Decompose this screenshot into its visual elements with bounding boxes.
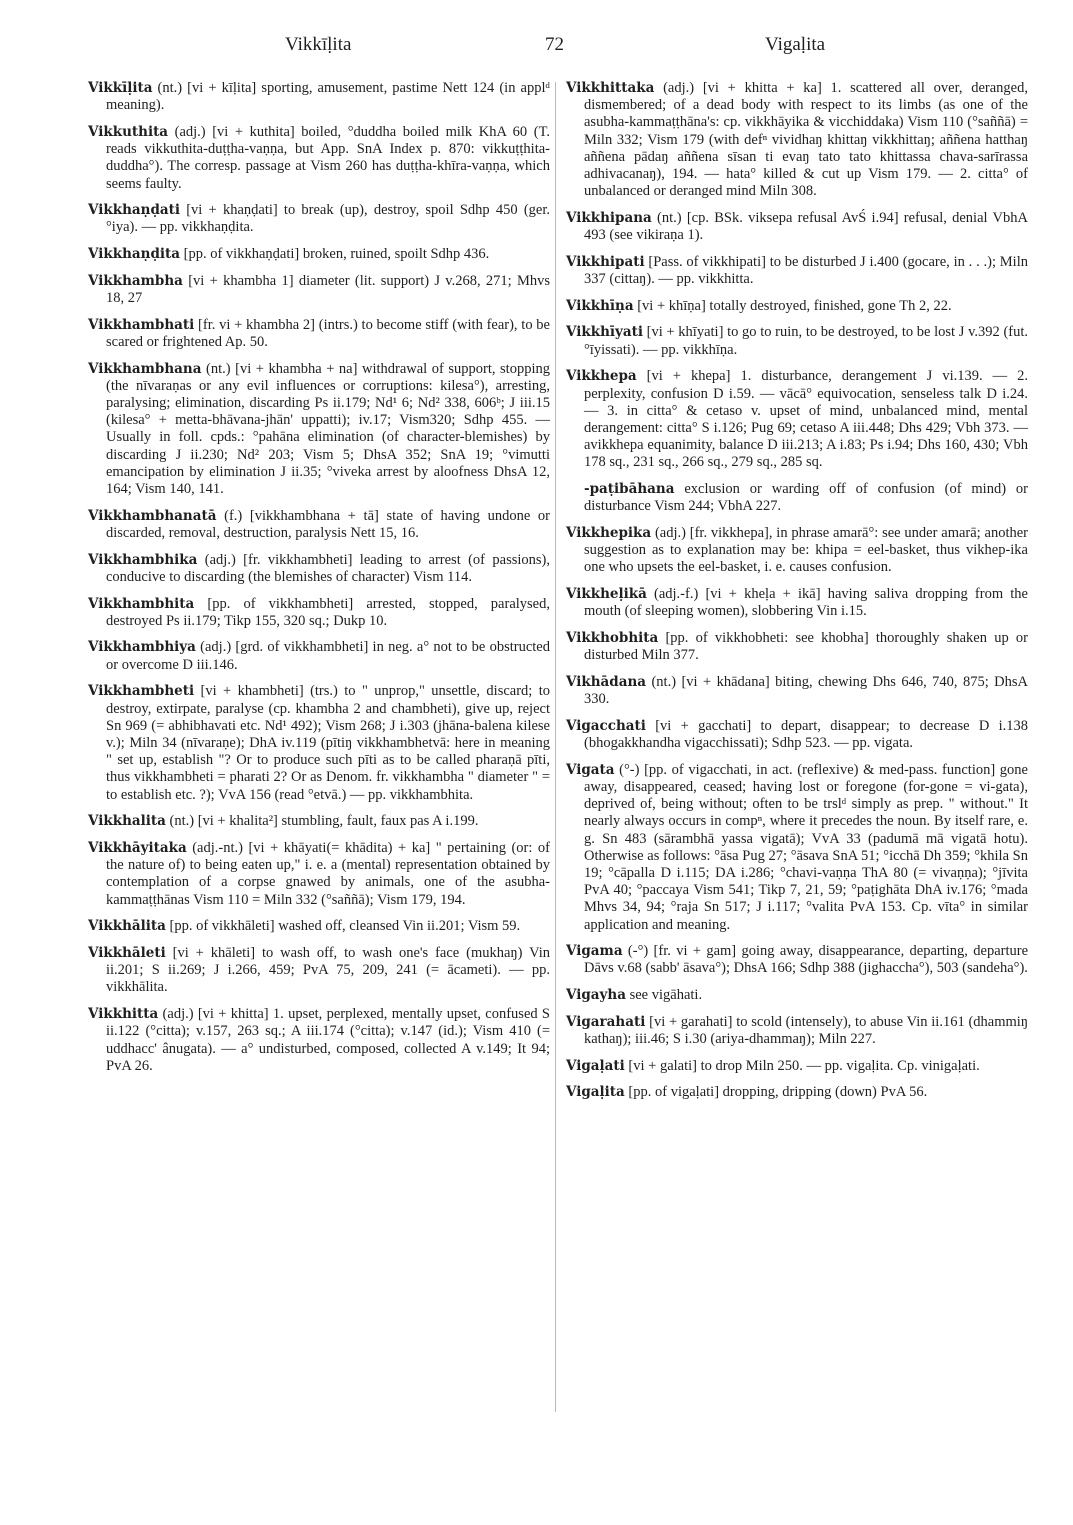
dictionary-entry <box>88 683 550 803</box>
dictionary-entry <box>566 674 1028 708</box>
entry-headword: Vikhādana <box>566 673 647 690</box>
sub-entry <box>566 481 1028 515</box>
header-last-word: Vigaḷita <box>765 34 826 55</box>
entry-headword: Vikkhālita <box>88 918 166 935</box>
entry-headword: Vigacchati <box>566 717 646 734</box>
entry-headword: Vigayha <box>566 987 626 1004</box>
entry-definition: [pp. of vikkhaṇḍati] broken, ruined, spoilt Sdhp 436. <box>180 246 490 263</box>
entry-definition: [vi + khepa] 1. disturbance, derangement J vi.139. — 2. perplexity, confusion D i.59. — vācā° equivocation, senseless talk D i.24. — 3. in citta° & cetaso v. upset of mind, unbalanced mind, mental derangement: citta° S i.126; Pug 69; cetaso A iii.448; Dhs 429; Vbh 373. — avikkhepa equanimity, balance D iii.213; A i.83; Ps i.94; Dhs 160, 430; Vbh 178 sq., 231 sq., 266 sq., 279 sq., 285 sq. <box>584 368 1028 471</box>
entry-definition: (adj.) [grd. of vikkhambheti] in neg. a° not to be obstructed or overcome D iii.146. <box>106 639 550 673</box>
entry-headword: Vikkheḷikā <box>566 586 647 603</box>
entry-headword: Vikkhambhati <box>88 316 195 333</box>
entry-definition: (adj.) [vi + kuthita] boiled, °duddha boiled milk KhA 60 (T. reads vikkuthita-duṭṭha-vaṇṇa, but App. SnA Index p. 870: vikkuṭṭhita-duddha°). The corresp. passage at Vism 260 has duṭṭha-khīra-vaṇṇa, which seems faulty. <box>106 123 550 192</box>
entry-headword: Vigaḷati <box>566 1057 625 1074</box>
entry-definition: [vi + khīyati] to go to ruin, to be destroyed, to be lost J v.392 (fut. °īyissati). — pp. vikkhīṇa. <box>584 324 1028 358</box>
entry-headword: Vikkhambhita <box>88 595 195 612</box>
dictionary-entry <box>566 298 1028 315</box>
dictionary-entry <box>88 273 550 307</box>
entry-definition: (adj.) [vi + khitta + ka] 1. scattered all over, deranged, dismembered; of a dead body with respect to its limbs (as one of the asubha-kammaṭṭhāna's: cp. vikkhāyika & vicchiddaka) Vism 110 (°saññā) = Miln 332; Vism 179 (with defⁿ vividhaŋ khittaŋ vikkhittaŋ; aññena hatthaŋ aññena pādaŋ aññena sīsan ti evaŋ tato tato khittassa chava-sarīrassa adhivacanaŋ), 194. — hata° killed & cut up Vism 179. — 2. citta° of unbalanced or deranged mind Miln 308. <box>584 80 1028 200</box>
dictionary-entry <box>566 1084 1028 1101</box>
entry-definition: see vigāhati. <box>625 987 703 1004</box>
entry-definition: (adj.) [vi + khitta] 1. upset, perplexed, mentally upset, confused S ii.122 (°citta); v.157, 263 sq.; A iii.174 (°citta); v.147 (id.); Vism 410 (= uddhacc' ânugata). — a° undisturbed, composed, collected A v.149; It 94; PvA 26. <box>106 1006 550 1074</box>
entry-definition: [pp. of vigaḷati] dropping, dripping (down) PvA 56. <box>624 1084 928 1101</box>
dictionary-entry <box>88 1006 550 1075</box>
dictionary-entry <box>88 639 550 673</box>
dictionary-entry <box>88 596 550 630</box>
entry-headword: Vikkuthita <box>88 123 169 140</box>
entry-definition: (nt.) [vi + khambha + na] withdrawal of support, stopping (the nīvaraṇas or any evil influences or corruptions: kilesa°), arresting, paralysing; elimination, discarding Ps ii.179; Nd¹ 6; Nd² 338, 606ᵇ; J iii.15 (kilesa° + metta-bhāvana-jhān' uppatti); iv.17; Vism320; Sdhp 455. — Usually in foll. cpds.: °pahāna elimination (of character-blemishes) by discarding J ii.230; Nd² 203; Vism 5; DhsA 352; SnA 19; °vimutti emancipation by elimination J ii.35; °viveka arrest by aloofness DhsA 12, 164; Vism 140, 141. <box>106 360 550 498</box>
entry-headword: Vikkhambhanatā <box>88 507 217 524</box>
entry-headword: Vikkhittaka <box>566 80 655 96</box>
entry-headword: Vigama <box>566 943 623 960</box>
entry-definition: [Pass. of vikkhipati] to be disturbed J i.400 (gocare, in . . .); Miln 337 (cittaŋ). — pp. vikkhitta. <box>584 253 1028 288</box>
entry-headword: Vikkhalita <box>88 813 166 830</box>
entry-definition: [vi + khambheti] (trs.) to " unprop," unsettle, discard; to destroy, extirpate, paralyse (cp. khambha 2 and chambheti), give up, reject Sn 969 (= abhibhavati etc. Nd¹ 492); Vism 268; J i.303 (jhāna-balena kilese v.); Miln 34 (nīvaraṇe); DhA iv.119 (pītiŋ vikkhambhetvā: here in meaning " set up, establish "? Or to produce such pīti as to be called pharaṇā pīti, thus vikkhambheti = pharati 2? Or as Denom. fr. vikkhambha " diameter " = to establish etc. ?); VvA 156 (read °etvā.) — pp. vikkhambhita. <box>106 683 550 803</box>
entry-headword: Vigata <box>566 761 615 778</box>
entry-headword: Vikkhambha <box>88 272 183 289</box>
entry-headword: Vikkhambheti <box>88 683 195 700</box>
dictionary-entry <box>566 525 1028 577</box>
dictionary-entry <box>566 943 1028 977</box>
entry-definition: (nt.) [vi + kīḷita] sporting, amusement, pastime Nett 124 (in applᵈ meaning). <box>106 80 550 114</box>
entry-definition: (°-) [pp. of vigacchati, in act. (reflexive) & med-pass. function] gone away, disappeared, ceased; having lost or foregone (for-gone = vi-gata), deprived of, being without; often to be trslᵈ simply as prep. " without." It nearly always occurs in compⁿ, where it precedes the noun. By itself rare, e. g. Sn 483 (sārambhā yassa vigatā); VvA 33 (padumā mā vigatā hotu). Otherwise as follows: °āsa Pug 27; °āsava SnA 51; °icchā Dh 359; °khila Sn 19; °cāpalla D i.115; DA i.286; °chavi-vaṇṇa ThA 80 (= vivaṇṇa); °jīvita PvA 40; °paccaya Vism 541; Tikp 7, 21, 59; °paṭighāta DhA iv.176; °mada Mhvs 34, 94; °raja Sn 517; J i.117; °valita PvA 153. Cp. vīta° in similar application and meaning. <box>584 761 1028 933</box>
page-number: 72 <box>545 34 564 55</box>
dictionary-entry <box>566 630 1028 664</box>
entry-headword: Vikkhaṇḍati <box>88 202 181 219</box>
dictionary-entry <box>88 317 550 351</box>
entry-headword: Vikkhambhiya <box>88 639 196 656</box>
entry-headword: Vikkhobhita <box>566 629 659 646</box>
entry-headword: Vikkhitta <box>88 1006 159 1023</box>
left-column <box>88 80 550 1084</box>
dictionary-entry <box>88 508 550 542</box>
dictionary-entry <box>88 124 550 193</box>
entry-definition: [vi + khaṇḍati] to break (up), destroy, spoil Sdhp 450 (ger. °iya). — pp. vikkhaṇḍita. <box>106 202 550 236</box>
entry-definition: [pp. of vikkhāleti] washed off, cleansed Vin ii.201; Vism 59. <box>165 918 521 935</box>
dictionary-entry <box>566 368 1028 471</box>
entry-headword: Vikkhambhika <box>88 551 198 568</box>
entry-headword: Vikkhipana <box>566 209 652 226</box>
dictionary-entry <box>566 80 1028 200</box>
entry-definition: [vi + garahati] to scold (intensely), to abuse Vin ii.161 (dhammiŋ kathaŋ); iii.46; S i.30 (ariya-dhammaŋ); Miln 227. <box>584 1013 1028 1048</box>
dictionary-entry <box>566 254 1028 288</box>
entry-definition: (nt.) [vi + khādana] biting, chewing Dhs 646, 740, 875; DhsA 330. <box>584 673 1028 708</box>
entry-definition: (adj.-f.) [vi + kheḷa + ikā] having saliva dropping from the mouth (of sleeping women), slobbering Vin i.15. <box>584 586 1028 620</box>
entry-headword: Vikkhīṇa <box>566 297 634 314</box>
dictionary-entry <box>88 246 550 263</box>
entry-definition: (adj.) [fr. vikkhambheti] leading to arrest (of passions), conducive to discarding (the blemishes of character) Vism 114. <box>106 551 550 585</box>
dictionary-entry <box>566 762 1028 934</box>
dictionary-entry <box>566 718 1028 752</box>
entry-definition: [vi + khambha 1] diameter (lit. support) J v.268, 271; Mhvs 18, 27 <box>106 272 550 307</box>
entry-headword: Vigarahati <box>566 1013 646 1030</box>
dictionary-entry <box>88 813 550 830</box>
entry-definition: (adj.) [fr. vikkhepa], in phrase amarā°: see under amarā; another suggestion as to explanation may be: khipa = eel-basket, thus vikhep-ika one who upsets the eel-basket, i. e. causes confusion. <box>584 524 1028 576</box>
sub-entry-definition: exclusion or warding off of confusion (of mind) or disturbance Vism 244; VbhA 227. <box>584 481 1028 515</box>
dictionary-entry <box>566 586 1028 620</box>
page-header <box>85 26 1045 62</box>
entry-definition: (nt.) [vi + khalita²] stumbling, fault, faux pas A i.199. <box>165 813 479 830</box>
entry-headword: Vikkhepika <box>566 524 652 541</box>
entry-definition: (nt.) [cp. BSk. viksepa refusal AvŚ i.94] refusal, denial VbhA 493 (see vikiraṇa 1). <box>584 209 1028 244</box>
dictionary-entry <box>566 210 1028 244</box>
entry-definition: (f.) [vikkhambhana + tā] state of having undone or discarded, removal, destruction, paralysis Nett 15, 16. <box>106 507 550 541</box>
dictionary-entry <box>88 361 550 499</box>
entry-headword: Vikkhepa <box>566 368 637 385</box>
dictionary-entry <box>566 987 1028 1004</box>
sub-entry-headword: -paṭibāhana <box>584 481 675 498</box>
column-divider <box>555 82 556 1412</box>
dictionary-entry <box>88 918 550 935</box>
dictionary-entry <box>566 1058 1028 1075</box>
entry-definition: [vi + khāleti] to wash off, to wash one's face (mukhaŋ) Vin ii.201; S ii.269; J i.266, 459; PvA 75, 209, 241 (= ācameti). — pp. vikkhālita. <box>106 945 550 996</box>
entry-definition: [pp. of vikkhobheti: see khobha] thoroughly shaken up or disturbed Miln 377. <box>584 629 1028 664</box>
entry-definition: [vi + galati] to drop Miln 250. — pp. vigaḷita. Cp. vinigaḷati. <box>624 1057 980 1074</box>
header-first-word: Vikkīḷita <box>285 34 352 55</box>
entry-headword: Vikkīḷita <box>88 80 153 96</box>
entry-definition: [fr. vi + khambha 2] (intrs.) to become stiff (with fear), to be scared or frightened Ap. 50. <box>106 316 550 350</box>
entry-definition: [vi + khīṇa] totally destroyed, finished, gone Th 2, 22. <box>633 297 952 314</box>
dictionary-entry <box>88 840 550 909</box>
entry-definition: (adj.-nt.) [vi + khāyati(= khādita) + ka] " pertaining (or: of the nature of) to being eaten up," i. e. a (mental) representation obtained by contemplation of a corpse gnawed by animals, one of the asubha-kammaṭṭhānas Vism 110 = Miln 332 (°saññā); Vism 179, 194. <box>106 840 550 908</box>
entry-definition: [pp. of vikkhambheti] arrested, stopped, paralysed, destroyed Ps ii.179; Tikp 155, 320 sq.; Dukp 10. <box>106 595 550 629</box>
right-column <box>566 80 1028 1111</box>
dictionary-entry <box>88 202 550 236</box>
dictionary-entry <box>88 80 550 114</box>
entry-headword: Vikkhipati <box>566 253 645 270</box>
dictionary-entry <box>88 945 550 997</box>
dictionary-entry <box>566 1014 1028 1048</box>
entry-headword: Vikkhāyitaka <box>88 840 187 857</box>
entry-headword: Vigaḷita <box>566 1084 625 1101</box>
entry-definition: [vi + gacchati] to depart, disappear; to decrease D i.138 (bhogakkhandha vigacchissati); Sdhp 523. — pp. vigata. <box>584 717 1028 751</box>
dictionary-entry <box>88 552 550 586</box>
dictionary-entry <box>566 324 1028 358</box>
entry-headword: Vikkhambhana <box>88 360 202 377</box>
entry-headword: Vikkhīyati <box>566 324 643 341</box>
entry-headword: Vikkhaṇḍita <box>88 246 181 263</box>
entry-headword: Vikkhāleti <box>88 945 166 962</box>
entry-definition: (-°) [fr. vi + gam] going away, disappearance, departing, departure Dāvs v.68 (sabb' āsava°); DhsA 166; Sdhp 388 (jighaccha°), 503 (sandeha°). <box>584 943 1028 977</box>
